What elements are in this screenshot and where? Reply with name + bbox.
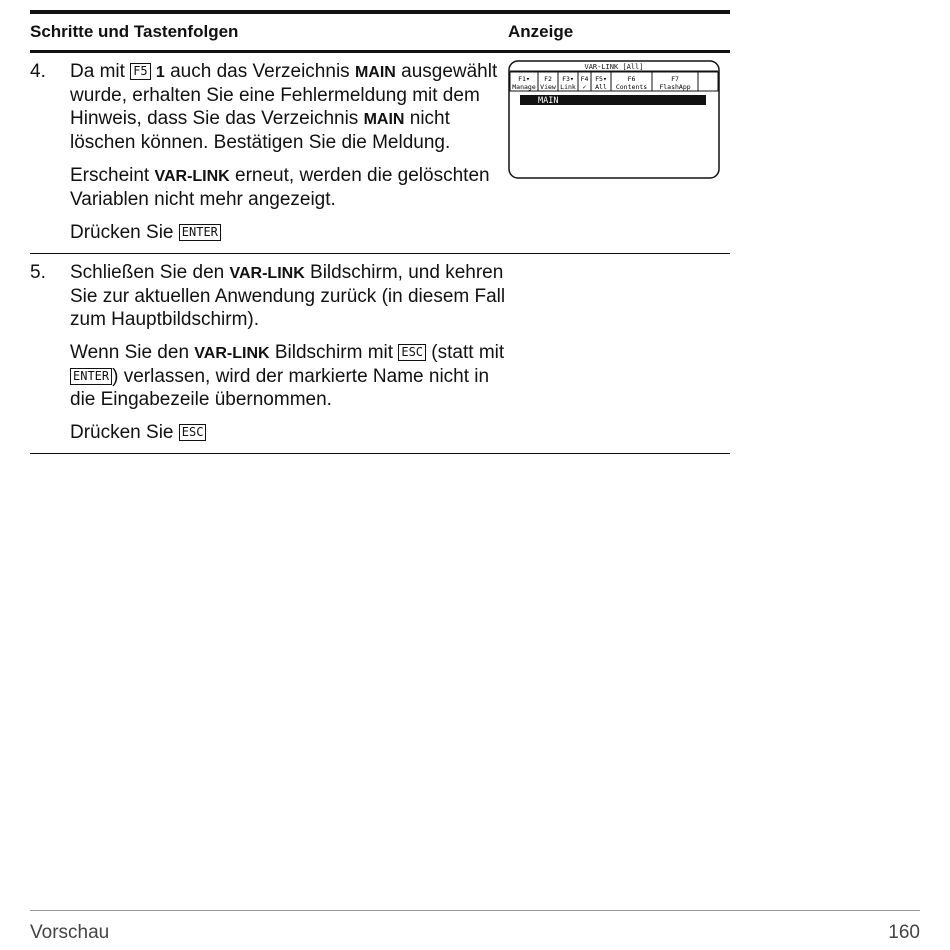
calc-toolbar [510,72,718,91]
bold-term: VAR-LINK [154,168,230,185]
calc-tab-key: F3▾ [562,75,574,83]
text: Schließen Sie den [70,262,230,283]
header-steps: Schritte und Tastenfolgen [30,22,239,41]
calc-selected-item: MAIN [538,96,559,106]
calc-tab-label: FlashApp [659,83,691,91]
text: ausgewählt wurde, erhalten Sie eine Fehlermeldung mit dem Hinweis, dass Sie das Verzeichnis [70,61,498,129]
display-cell [508,60,718,244]
text: Drücken Sie [70,222,179,243]
enter-key: ENTER [179,224,221,241]
text: Drücken Sie [70,422,179,443]
calc-tab-key: F5▾ [595,75,607,83]
calc-tab-label: Manage [512,83,536,91]
step-number: 5. [30,262,46,283]
step-paragraph [70,421,508,444]
step-paragraph [70,221,508,244]
text: nicht löschen können. Bestätigen Sie die Meldung. [70,108,451,153]
esc-key: ESC [398,344,426,361]
calc-tab-key: F6 [627,75,636,83]
calc-tab-label: Link [560,83,576,91]
text: Wenn Sie den [70,342,195,363]
calc-title: VAR-LINK [All] [584,63,644,71]
calc-tab-label: Contents [615,83,648,91]
bold-term: VAR-LINK [194,345,270,362]
table-header [30,14,730,50]
calc-tab-key: F4 [580,75,589,83]
bold-term: VAR-LINK [229,265,305,282]
text: Erscheint [70,165,155,186]
text: Bildschirm, und kehren Sie zur aktuellen Anwendung zurück (in diesem Fall zum Hauptbildschirm). [70,262,506,330]
header-display: Anzeige [508,22,574,41]
footer-rule [30,910,920,911]
step-paragraph [70,60,508,154]
bold-term: 1 [155,64,165,81]
bold-term: MAIN [363,111,405,128]
footer-label: Vorschau [30,922,110,943]
step-row-5 [30,254,730,454]
text: Bildschirm mit [269,342,399,363]
enter-key: ENTER [70,368,112,385]
esc-key: ESC [179,424,207,441]
text: (statt mit [426,342,505,363]
step-row-4 [30,53,730,254]
step-paragraph [70,164,508,211]
calculator-screen [508,60,718,178]
bold-term: MAIN [354,64,396,81]
step-body [70,261,508,444]
calc-tab-key: F2 [544,75,552,83]
calc-tab-key: F1▾ [518,75,530,83]
calc-tab-label: ✓ [582,83,587,91]
steps-table [30,10,730,454]
step-paragraph [70,341,508,411]
step-body [70,60,508,244]
calc-tab-label: View [540,83,556,91]
step-number: 4. [30,61,46,82]
calculator-screen-frame [508,60,720,180]
text: auch das Verzeichnis [164,61,355,82]
step-paragraph [70,261,508,331]
calc-tab-label: All [595,83,607,91]
text: erneut, werden die gelöschten Variablen nicht mehr angezeigt. [70,165,490,210]
f5-key: F5 [130,63,150,80]
text: ) verlassen, wird der markierte Name nicht in die Eingabezeile übernommen. [70,366,490,410]
page-number: 160 [888,922,920,943]
text: Da mit [70,61,131,82]
calc-tab-key: F7 [671,75,679,83]
